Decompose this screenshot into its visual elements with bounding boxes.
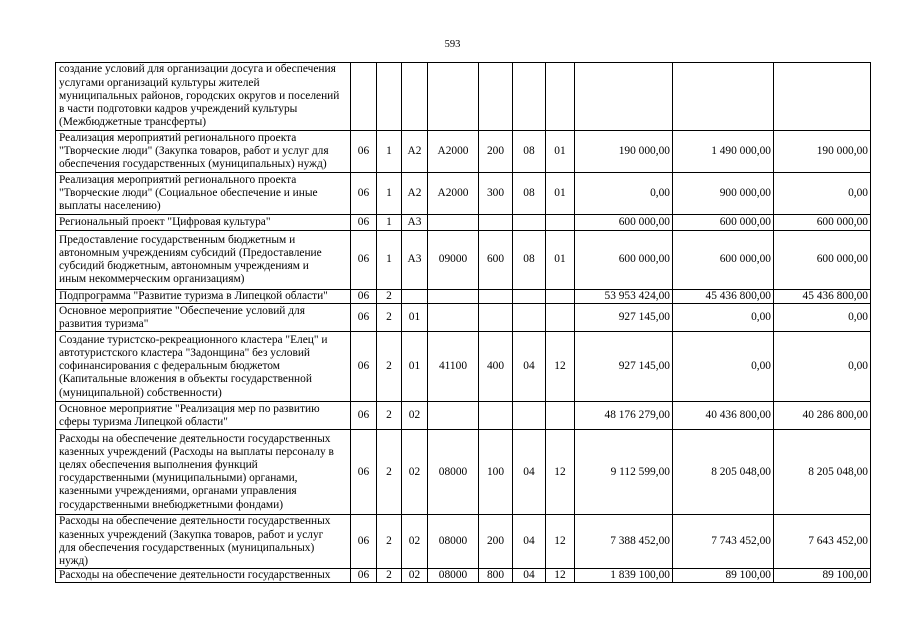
code-subsection-cell <box>546 290 575 304</box>
code-subprogram-cell: 2 <box>377 515 402 569</box>
code-main-activity-cell: A2 <box>402 173 428 215</box>
code-main-activity-cell: 02 <box>402 402 428 430</box>
code-direction-cell: 08000 <box>428 569 479 583</box>
item-name-line: (Капитальные вложения в объекты государственной <box>59 373 312 386</box>
code-subsection-cell: 01 <box>546 231 575 290</box>
item-name-line: субсидий бюджетным, автономным учреждениям и <box>59 260 309 272</box>
amount-1-cell: 927 145,00 <box>575 304 673 332</box>
code-main-activity-cell: A3 <box>402 215 428 231</box>
item-name-line: казенных учреждений (Расходы на выплаты персоналу в <box>59 445 334 458</box>
code-section-cell: 08 <box>513 173 546 215</box>
code-expense-type-cell: 800 <box>479 569 513 583</box>
budget-table <box>55 62 871 583</box>
code-program-cell: 06 <box>351 304 377 332</box>
table-row <box>56 173 871 215</box>
amount-3-cell: 600 000,00 <box>774 215 871 231</box>
code-direction-cell: 41100 <box>428 332 479 402</box>
item-name-line: создание условий для организации досуга и обеспечения <box>59 63 336 76</box>
amount-1-cell: 190 000,00 <box>575 131 673 173</box>
code-main-activity-cell <box>402 290 428 304</box>
code-program-cell: 06 <box>351 402 377 430</box>
table-row <box>56 332 871 402</box>
amount-2-cell: 1 490 000,00 <box>673 131 774 173</box>
code-section-cell <box>513 402 546 430</box>
code-subsection-cell <box>546 215 575 231</box>
item-name-cell <box>56 63 351 131</box>
item-name-line: государственными (муниципальными) органами, <box>59 472 298 485</box>
code-main-activity-cell: A2 <box>402 131 428 173</box>
item-name-line: нужд) <box>59 554 89 567</box>
code-program-cell: 06 <box>351 131 377 173</box>
item-name-line: софинансирования с федеральным бюджетом <box>59 360 280 373</box>
table-row <box>56 569 871 583</box>
amount-3-cell: 190 000,00 <box>774 131 871 173</box>
code-main-activity-cell: 02 <box>402 569 428 583</box>
amount-2-cell: 89 100,00 <box>673 569 774 583</box>
code-direction-cell: 08000 <box>428 515 479 569</box>
amount-3-cell: 89 100,00 <box>774 569 871 583</box>
code-section-cell <box>513 304 546 332</box>
item-name-line: Региональный проект "Цифровая культура" <box>59 215 271 228</box>
table-row <box>56 402 871 430</box>
code-expense-type-cell: 200 <box>479 131 513 173</box>
item-name-line: развития туризма" <box>59 317 149 330</box>
code-direction-cell <box>428 215 479 231</box>
code-expense-type-cell <box>479 304 513 332</box>
item-name-line: государственными внебюджетными фондами) <box>59 498 284 511</box>
code-subsection-cell: 01 <box>546 131 575 173</box>
code-subprogram-cell: 1 <box>377 215 402 231</box>
item-name-cell <box>56 173 351 215</box>
code-program-cell: 06 <box>351 515 377 569</box>
code-section-cell: 08 <box>513 131 546 173</box>
item-name-line: Основное мероприятие "Реализация мер по развитию <box>59 402 320 415</box>
amount-3-cell: 8 205 048,00 <box>774 430 871 515</box>
code-subprogram-cell: 1 <box>377 231 402 290</box>
amount-2-cell: 0,00 <box>673 332 774 402</box>
amount-3-cell: 0,00 <box>774 173 871 215</box>
code-direction-cell <box>428 63 479 131</box>
code-main-activity-cell: A3 <box>402 231 428 290</box>
item-name-cell <box>56 304 351 332</box>
item-name-cell <box>56 569 351 583</box>
item-name-line: Расходы на обеспечение деятельности государственных <box>59 515 331 528</box>
code-expense-type-cell <box>479 290 513 304</box>
item-name-line: выплаты населению) <box>59 200 161 213</box>
item-name-cell <box>56 402 351 430</box>
code-section-cell: 08 <box>513 231 546 290</box>
code-program-cell: 06 <box>351 430 377 515</box>
amount-2-cell: 8 205 048,00 <box>673 430 774 515</box>
amount-3-cell: 40 286 800,00 <box>774 402 871 430</box>
code-program-cell: 06 <box>351 231 377 290</box>
code-program-cell: 06 <box>351 569 377 583</box>
amount-1-cell: 0,00 <box>575 173 673 215</box>
table-row <box>56 215 871 231</box>
code-subsection-cell: 12 <box>546 332 575 402</box>
code-expense-type-cell: 100 <box>479 430 513 515</box>
code-program-cell: 06 <box>351 173 377 215</box>
code-section-cell: 04 <box>513 569 546 583</box>
code-subprogram-cell: 2 <box>377 430 402 515</box>
amount-1-cell: 9 112 599,00 <box>575 430 673 515</box>
table-row <box>56 304 871 332</box>
code-subprogram-cell: 2 <box>377 569 402 583</box>
code-expense-type-cell <box>479 402 513 430</box>
item-name-cell <box>56 430 351 515</box>
code-direction-cell: 08000 <box>428 430 479 515</box>
table-row <box>56 63 871 131</box>
code-expense-type-cell: 300 <box>479 173 513 215</box>
item-name-cell <box>56 231 351 290</box>
code-subprogram-cell: 2 <box>377 304 402 332</box>
code-main-activity-cell: 02 <box>402 430 428 515</box>
code-main-activity-cell: 01 <box>402 332 428 402</box>
code-subprogram-cell: 1 <box>377 173 402 215</box>
item-name-line: сферы туризма Липецкой области" <box>59 415 228 428</box>
amount-2-cell <box>673 63 774 131</box>
amount-3-cell <box>774 63 871 131</box>
code-subsection-cell: 12 <box>546 569 575 583</box>
amount-2-cell: 40 436 800,00 <box>673 402 774 430</box>
code-program-cell: 06 <box>351 290 377 304</box>
amount-3-cell: 600 000,00 <box>774 231 871 290</box>
item-name-line: Предоставление государственным бюджетным и <box>59 233 296 246</box>
code-expense-type-cell: 600 <box>479 231 513 290</box>
amount-3-cell: 7 643 452,00 <box>774 515 871 569</box>
item-name-line: в части подготовки кадров учреждений культуры <box>59 103 298 116</box>
code-direction-cell <box>428 290 479 304</box>
amount-1-cell <box>575 63 673 131</box>
item-name-cell <box>56 215 351 231</box>
item-name-line: автотуристского кластера "Задонщина" без условий <box>59 346 311 359</box>
code-section-cell <box>513 290 546 304</box>
item-name-cell <box>56 131 351 173</box>
table-row <box>56 430 871 515</box>
code-subprogram-cell: 1 <box>377 131 402 173</box>
item-name-line: Расходы на обеспечение деятельности государственных <box>59 569 331 582</box>
code-direction-cell: A2000 <box>428 131 479 173</box>
code-main-activity-cell <box>402 63 428 131</box>
amount-3-cell: 45 436 800,00 <box>774 290 871 304</box>
code-section-cell: 04 <box>513 430 546 515</box>
amount-2-cell: 7 743 452,00 <box>673 515 774 569</box>
amount-2-cell: 600 000,00 <box>673 231 774 290</box>
item-name-line: Основное мероприятие "Обеспечение условий для <box>59 304 305 317</box>
item-name-line: муниципальных районов, городских округов и поселений <box>59 89 340 102</box>
code-direction-cell: 09000 <box>428 231 479 290</box>
item-name-line: казенными учреждениями, органами управления <box>59 485 297 498</box>
code-subsection-cell <box>546 304 575 332</box>
item-name-cell <box>56 515 351 569</box>
item-name-line: для обеспечения государственных (муниципальных) <box>59 541 315 554</box>
amount-2-cell: 0,00 <box>673 304 774 332</box>
code-subsection-cell: 12 <box>546 515 575 569</box>
table-row <box>56 131 871 173</box>
amount-1-cell: 53 953 424,00 <box>575 290 673 304</box>
item-name-line: Подпрограмма "Развитие туризма в Липецкой области" <box>59 290 328 302</box>
table-row <box>56 290 871 304</box>
item-name-line: обеспечения государственных (муниципальных) нужд) <box>59 158 327 171</box>
code-subprogram-cell: 2 <box>377 332 402 402</box>
code-section-cell <box>513 63 546 131</box>
amount-1-cell: 600 000,00 <box>575 231 673 290</box>
code-section-cell <box>513 215 546 231</box>
code-section-cell: 04 <box>513 515 546 569</box>
amount-2-cell: 45 436 800,00 <box>673 290 774 304</box>
item-name-line: целях обеспечения выполнения функций <box>59 459 258 471</box>
item-name-line: иным некоммерческим организациям) <box>59 273 245 286</box>
item-name-line: "Творческие люди" (Социальное обеспечение и иные <box>59 186 318 199</box>
amount-2-cell: 900 000,00 <box>673 173 774 215</box>
code-subsection-cell: 01 <box>546 173 575 215</box>
code-subsection-cell: 12 <box>546 430 575 515</box>
amount-1-cell: 927 145,00 <box>575 332 673 402</box>
item-name-line: казенных учреждений (Закупка товаров, работ и услуг <box>59 528 324 541</box>
item-name-line: (муниципальной) собственности) <box>59 386 222 399</box>
item-name-line: автономным учреждениям субсидий (Предоставление <box>59 246 322 259</box>
code-main-activity-cell: 01 <box>402 304 428 332</box>
code-main-activity-cell: 02 <box>402 515 428 569</box>
code-subprogram-cell: 2 <box>377 290 402 304</box>
amount-1-cell: 1 839 100,00 <box>575 569 673 583</box>
code-subsection-cell <box>546 402 575 430</box>
item-name-line: услугами организаций культуры жителей <box>59 76 260 89</box>
code-program-cell <box>351 63 377 131</box>
table-row <box>56 231 871 290</box>
code-expense-type-cell: 200 <box>479 515 513 569</box>
code-direction-cell <box>428 304 479 332</box>
item-name-cell <box>56 290 351 304</box>
amount-1-cell: 600 000,00 <box>575 215 673 231</box>
item-name-cell <box>56 332 351 402</box>
code-program-cell: 06 <box>351 332 377 402</box>
amount-2-cell: 600 000,00 <box>673 215 774 231</box>
code-direction-cell <box>428 402 479 430</box>
code-subsection-cell <box>546 63 575 131</box>
item-name-line: Расходы на обеспечение деятельности государственных <box>59 432 331 445</box>
budget-table-body <box>56 63 871 583</box>
item-name-line: (Межбюджетные трансферты) <box>59 116 207 129</box>
amount-3-cell: 0,00 <box>774 304 871 332</box>
item-name-line: Создание туристско-рекреационного кластера "Елец" и <box>59 333 328 346</box>
page-number: 593 <box>444 39 461 50</box>
code-expense-type-cell <box>479 63 513 131</box>
code-subprogram-cell <box>377 63 402 131</box>
code-program-cell: 06 <box>351 215 377 231</box>
code-expense-type-cell <box>479 215 513 231</box>
table-row <box>56 515 871 569</box>
amount-1-cell: 48 176 279,00 <box>575 402 673 430</box>
code-subprogram-cell: 2 <box>377 402 402 430</box>
item-name-line: Реализация мероприятий регионального проекта <box>59 173 297 186</box>
amount-3-cell: 0,00 <box>774 332 871 402</box>
code-direction-cell: A2000 <box>428 173 479 215</box>
code-section-cell: 04 <box>513 332 546 402</box>
code-expense-type-cell: 400 <box>479 332 513 402</box>
item-name-line: Реализация мероприятий регионального проекта <box>59 131 297 144</box>
amount-1-cell: 7 388 452,00 <box>575 515 673 569</box>
item-name-line: "Творческие люди" (Закупка товаров, работ и услуг для <box>59 144 329 157</box>
